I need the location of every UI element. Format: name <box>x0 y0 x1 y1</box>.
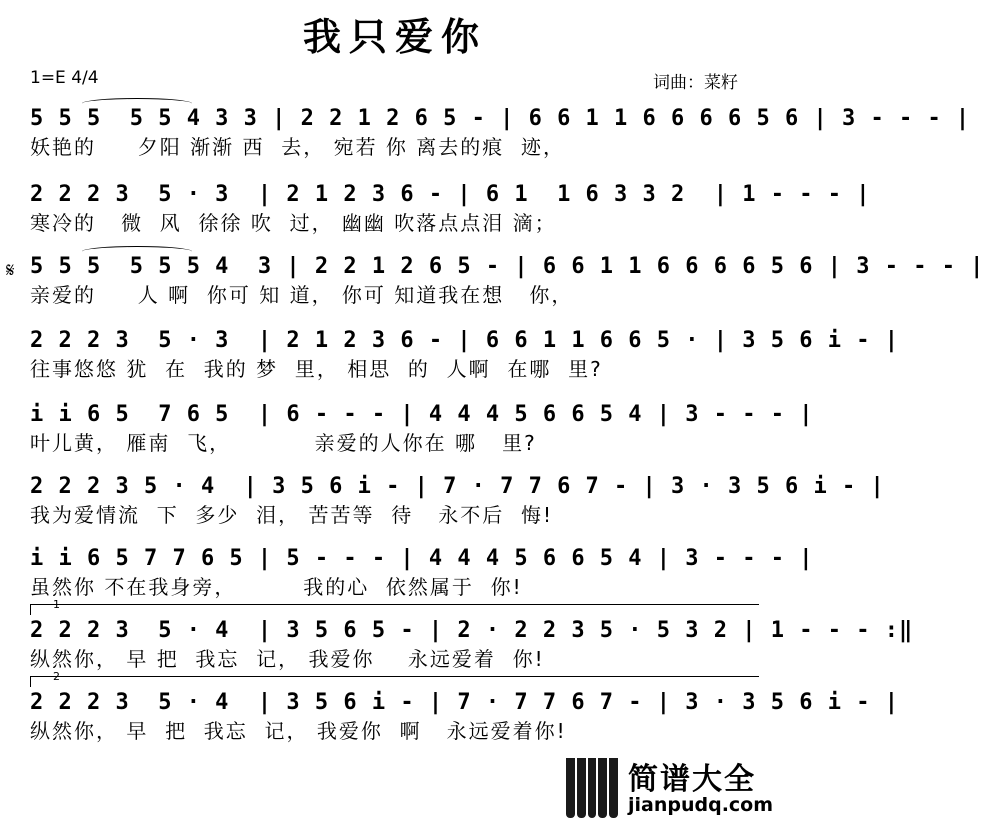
notes-line: 2 2 2 3 5 · 4 | 3 5 6 5 - | 2 · 2 2 3 5 · 5 3 2 | 1 - - - :‖ <box>30 617 914 643</box>
site-logo <box>560 754 788 826</box>
slur <box>82 246 192 257</box>
key-signature: 1=E 4/4 <box>30 68 99 88</box>
score-system <box>30 400 814 458</box>
notes-line: 2 2 2 3 5 · 4 | 3 5 6 i - | 7 · 7 7 6 7 - | 3 · 3 5 6 i - | <box>30 473 885 499</box>
notes-line: 2 2 2 3 5 · 3 | 2 1 2 3 6 - | 6 6 1 1 6 6 5 · | 3 5 6 i - | <box>30 327 899 353</box>
notes-line: 2 2 2 3 5 · 4 | 3 5 6 i - | 7 · 7 7 6 7 - | 3 · 3 5 6 i - | <box>30 689 899 715</box>
score-system <box>30 104 971 162</box>
notes-line: i i 6 5 7 7 6 5 | 5 - - - | 4 4 4 5 6 6 5 4 | 3 - - - | <box>30 545 814 571</box>
lyrics-line: 我为爱情流 下 多少 泪， 苦苦等 待 永不后 悔! <box>30 503 554 527</box>
score-system <box>30 544 814 602</box>
lyrics-line: 虽然你 不在我身旁， 我的心 依然属于 你! <box>30 575 523 599</box>
piano-icon <box>566 758 618 818</box>
score-system <box>30 252 984 310</box>
song-title: 我只爱你 <box>302 14 487 59</box>
volta-bracket-2: 2 <box>30 676 759 687</box>
lyrics-line: 亲爱的 人 啊 你可 知 道， 你可 知道我在想 你， <box>30 283 574 307</box>
score-system <box>30 472 885 530</box>
logo-name: 简谱大全 <box>628 762 756 797</box>
score-system <box>30 616 914 674</box>
credit-line: 词曲：菜籽 <box>653 73 738 93</box>
lyrics-line: 往事悠悠 犹 在 我的 梦 里， 相思 的 人啊 在哪 里? <box>30 357 603 381</box>
volta-bracket-1: 1 <box>30 604 759 615</box>
notes-line: 2 2 2 3 5 · 3 | 2 1 2 3 6 - | 6 1 1 6 3 3 2 | 1 - - - | <box>30 181 871 207</box>
segno-icon: 𝄋 <box>6 258 15 282</box>
notes-line: 5 5 5 5 5 4 3 3 | 2 2 1 2 6 5 - | 6 6 1 1 6 6 6 6 5 6 | 3 - - - | <box>30 104 772 132</box>
score-system <box>30 326 899 384</box>
lyrics-line: 纵然你， 早 把 我忘 记， 我爱你 啊 永远爱着你! <box>30 719 567 743</box>
score-system <box>30 180 871 238</box>
lyrics-line: 纵然你， 早 把 我忘 记， 我爱你 永远爱着 你! <box>30 647 545 671</box>
score-system <box>30 688 899 746</box>
notes-line: 5 5 5 5 5 5 4 3 | 2 2 1 2 6 5 - | 6 6 1 1 6 6 6 6 5 6 | 3 - - - | <box>30 252 772 280</box>
lyrics-line: 妖艳的 夕阳 渐渐 西 去， 宛若 你 离去的痕 迹， <box>30 135 566 159</box>
lyrics-line: 叶儿黄， 雁南 飞， 亲爱的人你在 哪 里? <box>30 431 537 455</box>
notes-line: i i 6 5 7 6 5 | 6 - - - | 4 4 4 5 6 6 5 4 | 3 - - - | <box>30 401 814 427</box>
logo-url: jianpudq.com <box>628 794 774 816</box>
lyrics-line: 寒冷的 微 风 徐徐 吹 过， 幽幽 吹落点点泪 滴； <box>30 211 557 235</box>
slur <box>82 98 192 109</box>
